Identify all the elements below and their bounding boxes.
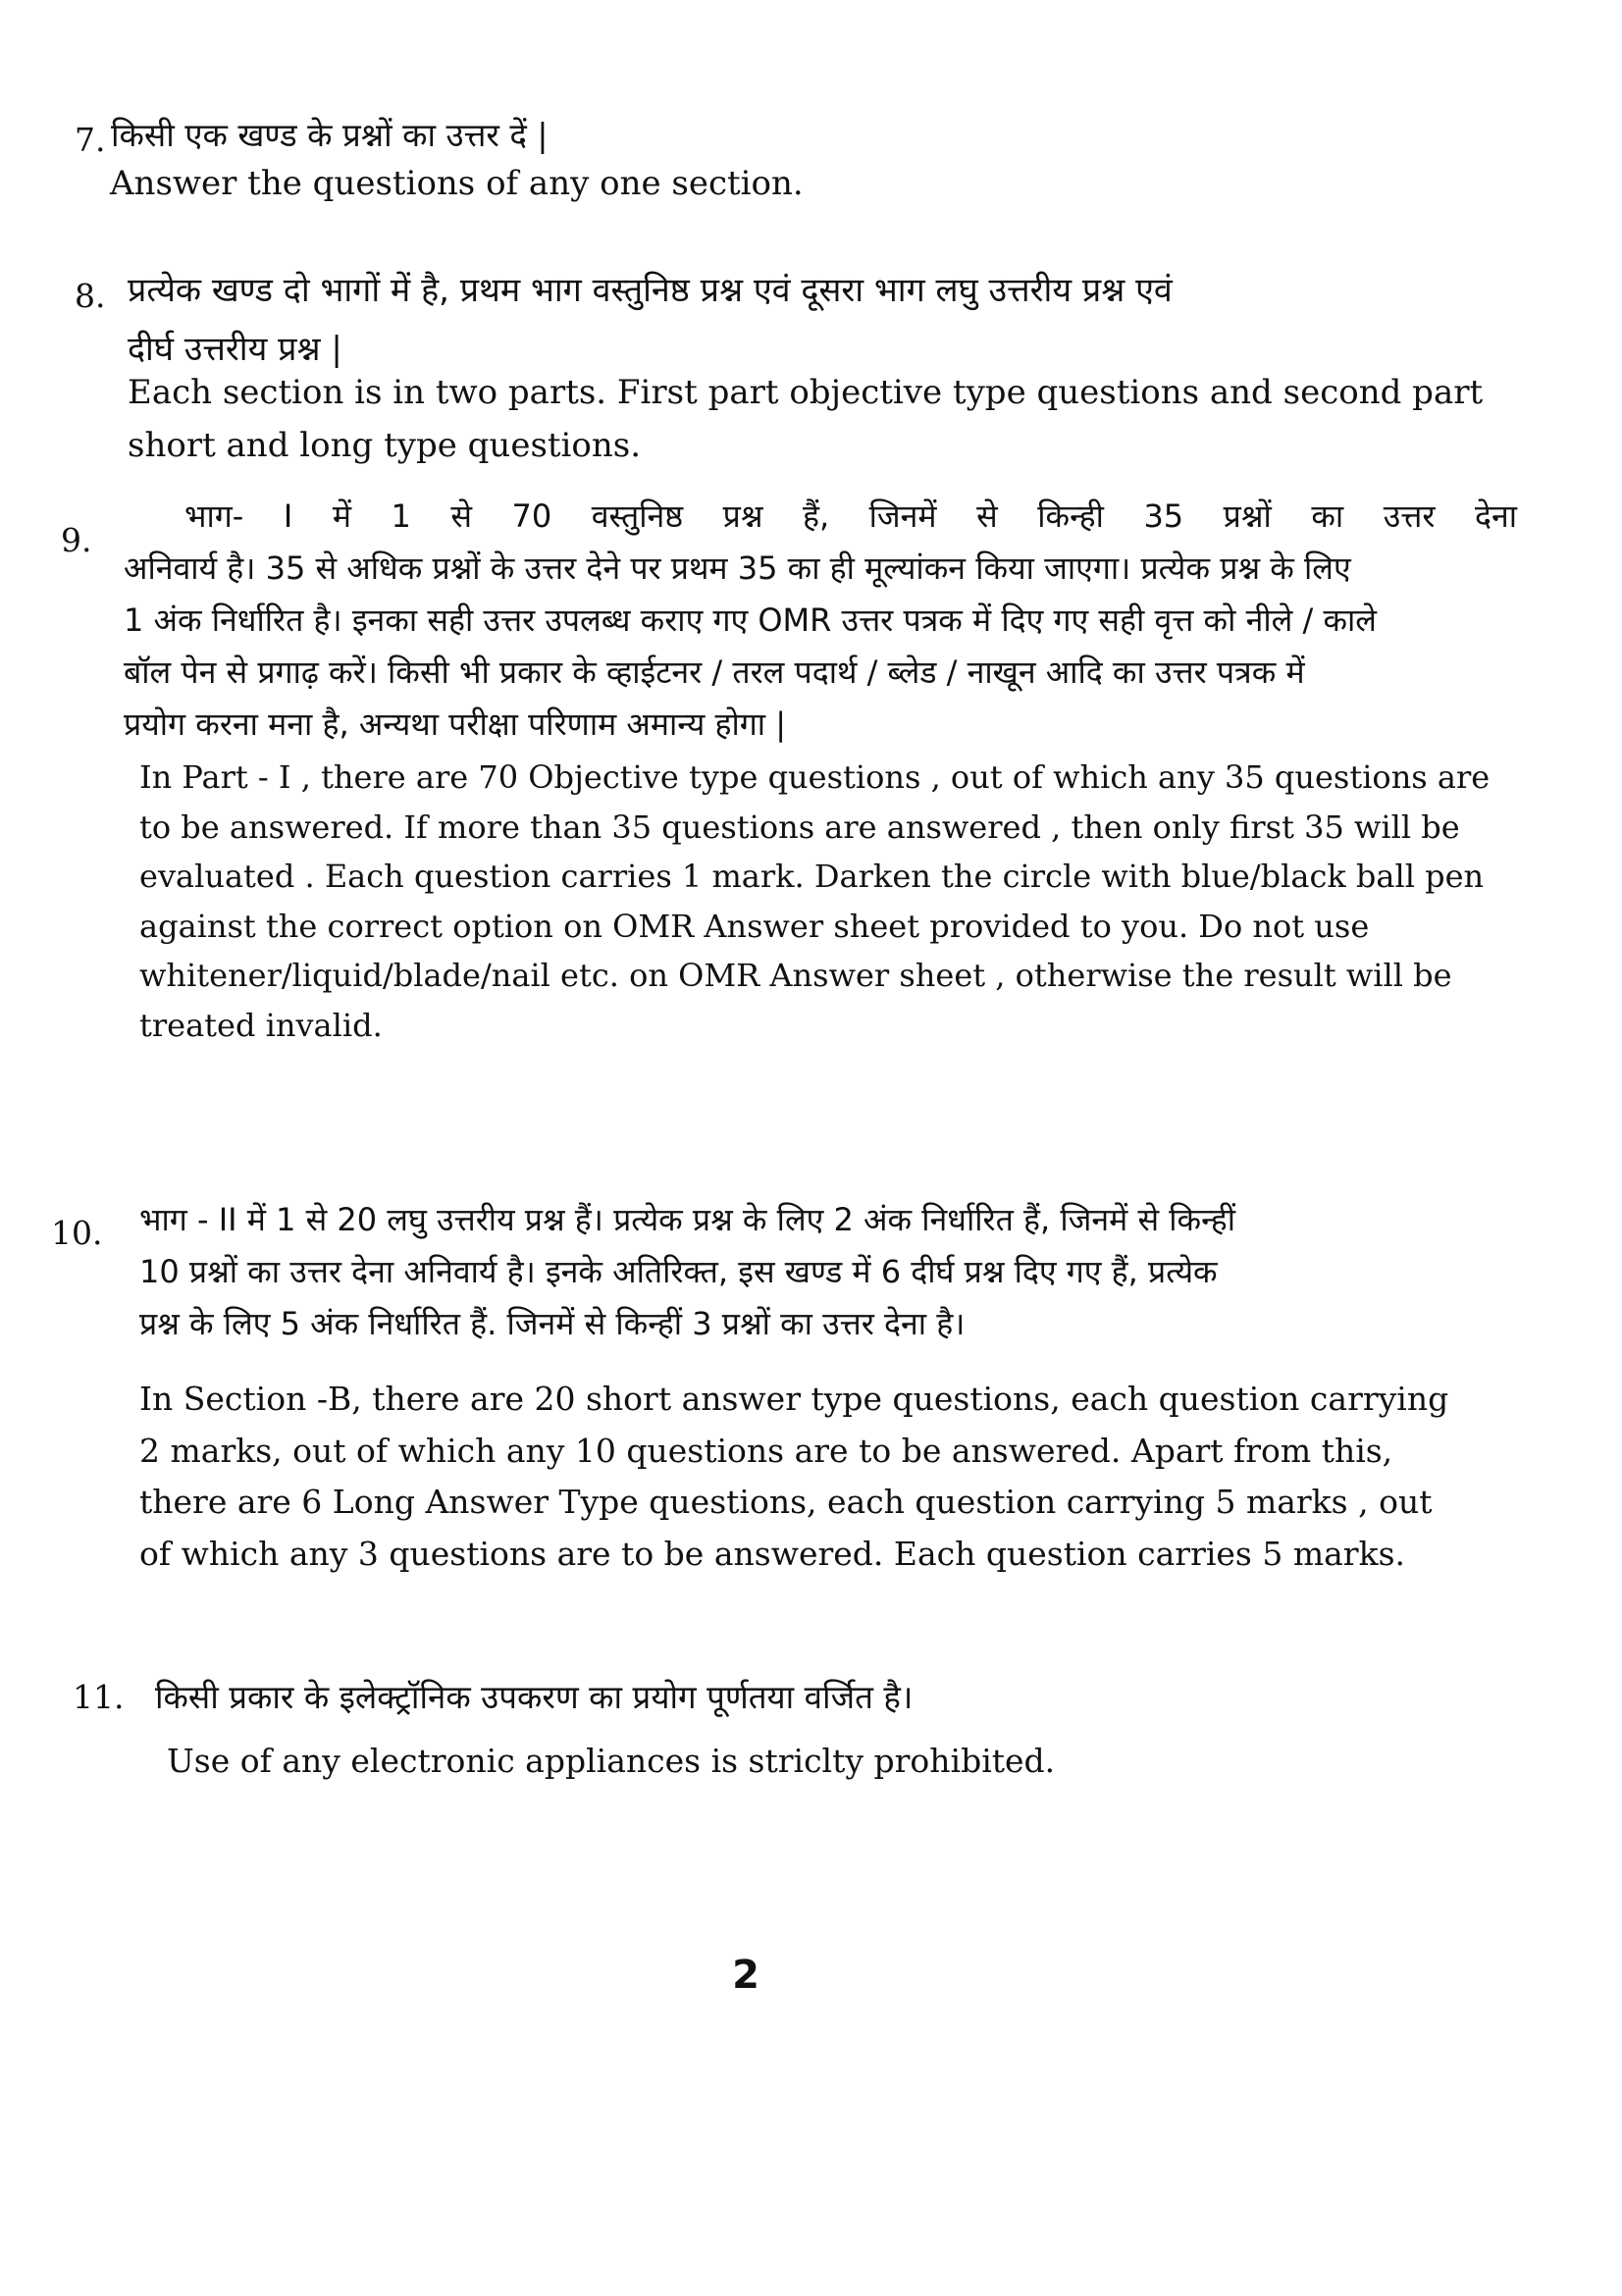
english-text: whitener/liquid/blade/nail etc. on OMR Answer sheet , otherwise the result will be [139,957,1452,994]
english-text: Use of any electronic appliances is striclty prohibited. [167,1742,1056,1780]
english-text: evaluated . Each question carries 1 mark. Darken the circle with blue/black ball pen [139,858,1485,895]
english-text: treated invalid. [139,1006,383,1044]
english-text: Each section is in two parts. First part objective type questions and second part [128,373,1484,412]
hindi-text: 1 अंक निर्धारित है। इनका सही उत्तर उपलब्ध कराए गए OMR उत्तर पत्रक में दिए गए सही वृत्त को नीले / काले [124,601,1377,639]
hindi-text: भाग - II में 1 से 20 लघु उत्तरीय प्रश्न हैं। प्रत्येक प्रश्न के लिए 2 अंक निर्धारित हैं, जिनमें से किन्हीं [139,1201,1235,1238]
instruction-number: 9. [61,521,92,559]
instruction-number: 8. [75,277,106,315]
hindi-text: अनिवार्य है। 35 से अधिक प्रश्नों के उत्तर देने पर प्रथम 35 का ही मूल्यांकन किया जाएगा। प्रत्येक प्रश्न के लिए [124,549,1351,587]
hindi-text: भाग- I में 1 से 70 वस्तुनिष्ठ प्रश्न हैं, जिनमें से किन्ही 35 प्रश्नों का उत्तर देना [184,497,1517,535]
hindi-text: 10 प्रश्नों का उत्तर देना अनिवार्य है। इनके अतिरिक्त, इस खण्ड में 6 दीर्घ प्रश्न दिए गए हैं, प्रत्येक [139,1253,1218,1290]
instruction-number: 7. [75,121,106,159]
hindi-text: प्रत्येक खण्ड दो भागों में है, प्रथम भाग वस्तुनिष्ठ प्रश्न एवं दूसरा भाग लघु उत्तरीय प्रश्न एवं [128,271,1173,310]
hindi-text: दीर्घ उत्तरीय प्रश्न | [128,330,342,369]
hindi-text: बॉल पेन से प्रगाढ़ करें। किसी भी प्रकार के व्हाईटनर / तरल पदार्थ / ब्लेड / नाखून आदि का उत्तर पत्रक में [124,653,1305,691]
english-text: In Section -B, there are 20 short answer type questions, each question carrying [139,1380,1449,1418]
hindi-text: प्रश्न के लिए 5 अंक निर्धारित हैं. जिनमें से किन्हीं 3 प्रश्नों का उत्तर देना है। [139,1305,966,1342]
english-text: there are 6 Long Answer Type questions, each question carrying 5 marks , out [139,1483,1433,1521]
english-text: 2 marks, out of which any 10 questions are to be answered. Apart from this, [139,1431,1393,1470]
instruction-number: 10. [51,1214,103,1252]
english-text: short and long type questions. [128,426,642,465]
english-text: of which any 3 questions are to be answered. Each question carries 5 marks. [139,1534,1405,1573]
english-text: In Part - I , there are 70 Objective type questions , out of which any 35 questions are [139,758,1491,796]
instruction-number: 11. [73,1678,125,1716]
hindi-text: किसी प्रकार के इलेक्ट्रॉनिक उपकरण का प्रयोग पूर्णतया वर्जित है। [155,1678,914,1716]
english-text: to be answered. If more than 35 questions are answered , then only first 35 will be [139,808,1460,846]
hindi-text: किसी एक खण्ड के प्रश्नों का उत्तर दें | [111,116,549,154]
english-text: against the correct option on OMR Answer sheet provided to you. Do not use [139,907,1370,945]
english-text: Answer the questions of any one section. [110,164,804,203]
page-number: 2 [732,1953,759,1998]
hindi-text: प्रयोग करना मना है, अन्यथा परीक्षा परिणाम अमान्य होगा | [124,705,786,743]
